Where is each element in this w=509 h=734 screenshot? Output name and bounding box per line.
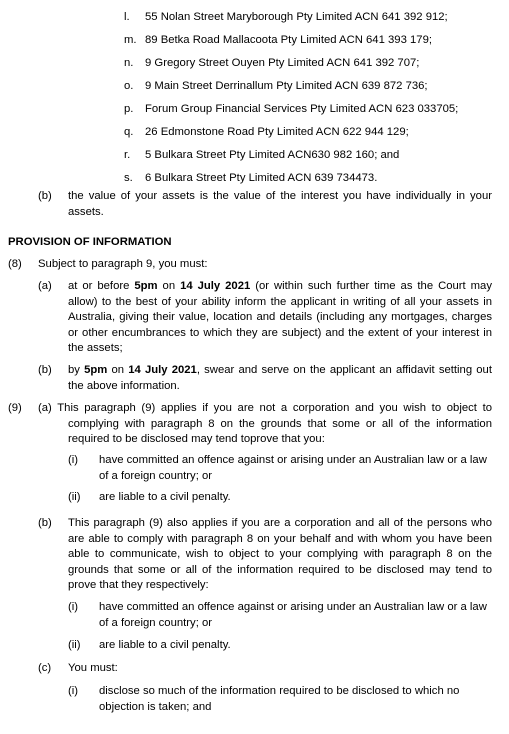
list-marker: r. bbox=[124, 149, 131, 161]
para-9-marker: (9) bbox=[8, 402, 22, 414]
para-9a-text: (a) This paragraph (9) applies if you are not a corporation and you wish to object to complying with paragraph 8 on the grounds that some or all of the information required to be disclosed may tend toprove that you: bbox=[38, 402, 492, 445]
deadline-date: 14 July 2021 bbox=[128, 364, 197, 376]
list-text: 55 Nolan Street Maryborough Pty Limited ACN 641 392 912; bbox=[145, 11, 448, 23]
list-text: 26 Edmonstone Road Pty Limited ACN 622 944 129; bbox=[145, 126, 409, 138]
para-9b-i-marker: (i) bbox=[68, 601, 79, 613]
para-9c-i-text: disclose so much of the information required to be disclosed to which no objection is taken; and bbox=[99, 685, 460, 713]
deadline-time: 5pm bbox=[84, 364, 108, 376]
para-9b-marker: (b) bbox=[38, 517, 52, 529]
para-b-marker: (b) bbox=[38, 190, 52, 202]
para-8b-marker: (b) bbox=[38, 364, 52, 376]
para-9c-marker: (c) bbox=[38, 662, 52, 674]
para-9a-ii-text: are liable to a civil penalty. bbox=[99, 491, 231, 503]
para-8-marker: (8) bbox=[8, 258, 22, 270]
list-marker: s. bbox=[124, 172, 133, 184]
para-8-intro: Subject to paragraph 9, you must: bbox=[38, 258, 208, 270]
list-text: 6 Bulkara Street Pty Limited ACN 639 734473. bbox=[145, 172, 378, 184]
list-marker: q. bbox=[124, 126, 134, 138]
deadline-date: 14 July 2021 bbox=[180, 280, 251, 292]
para-9a-ii-marker: (ii) bbox=[68, 491, 81, 503]
list-marker: m. bbox=[124, 34, 137, 46]
para-9b-text: This paragraph (9) also applies if you are a corporation and all of the persons who are able to comply with paragraph 8 on your behalf and with whom you have been able to communicate, wish to object to your complying with paragraph 8 on the grounds that some or all of the information required to be disclosed may tend to prove that they respectively: bbox=[68, 517, 492, 591]
para-8b-text: by 5pm on 14 July 2021, swear and serve on the applicant an affidavit setting out the above information. bbox=[68, 364, 492, 392]
list-text: Forum Group Financial Services Pty Limited ACN 623 033705; bbox=[145, 103, 459, 115]
list-marker: l. bbox=[124, 11, 130, 23]
para-9a-i-marker: (i) bbox=[68, 454, 79, 466]
para-9a-i-text: have committed an offence against or arising under an Australian law or a law of a foreign country; or bbox=[99, 454, 487, 482]
para-9b-i-text: have committed an offence against or arising under an Australian law or a law of a foreign country; or bbox=[99, 601, 487, 629]
list-text: 9 Gregory Street Ouyen Pty Limited ACN 641 392 707; bbox=[145, 57, 420, 69]
para-8a-marker: (a) bbox=[38, 280, 52, 292]
para-8a-text: at or before 5pm on 14 July 2021 (or within such further time as the Court may allow) to the best of your ability inform the applicant in writing of all your assets in Australia, giving their value, location and details (including any mortgages, charges or other encumbrances to which they are subject) and the extent of your interest in the assets; bbox=[68, 280, 492, 354]
para-9c-text: You must: bbox=[68, 662, 118, 674]
para-9b-ii-text: are liable to a civil penalty. bbox=[99, 639, 231, 651]
deadline-time: 5pm bbox=[134, 280, 158, 292]
para-9c-i-marker: (i) bbox=[68, 685, 79, 697]
list-marker: p. bbox=[124, 103, 134, 115]
section-heading: PROVISION OF INFORMATION bbox=[8, 236, 172, 248]
list-text: 89 Betka Road Mallacoota Pty Limited ACN 641 393 179; bbox=[145, 34, 432, 46]
list-text: 5 Bulkara Street Pty Limited ACN630 982 160; and bbox=[145, 149, 400, 161]
para-b-text: the value of your assets is the value of the interest you have individually in your assets. bbox=[68, 190, 492, 218]
list-marker: n. bbox=[124, 57, 134, 69]
list-text: 9 Main Street Derrinallum Pty Limited ACN 639 872 736; bbox=[145, 80, 428, 92]
list-marker: o. bbox=[124, 80, 134, 92]
para-9b-ii-marker: (ii) bbox=[68, 639, 81, 651]
